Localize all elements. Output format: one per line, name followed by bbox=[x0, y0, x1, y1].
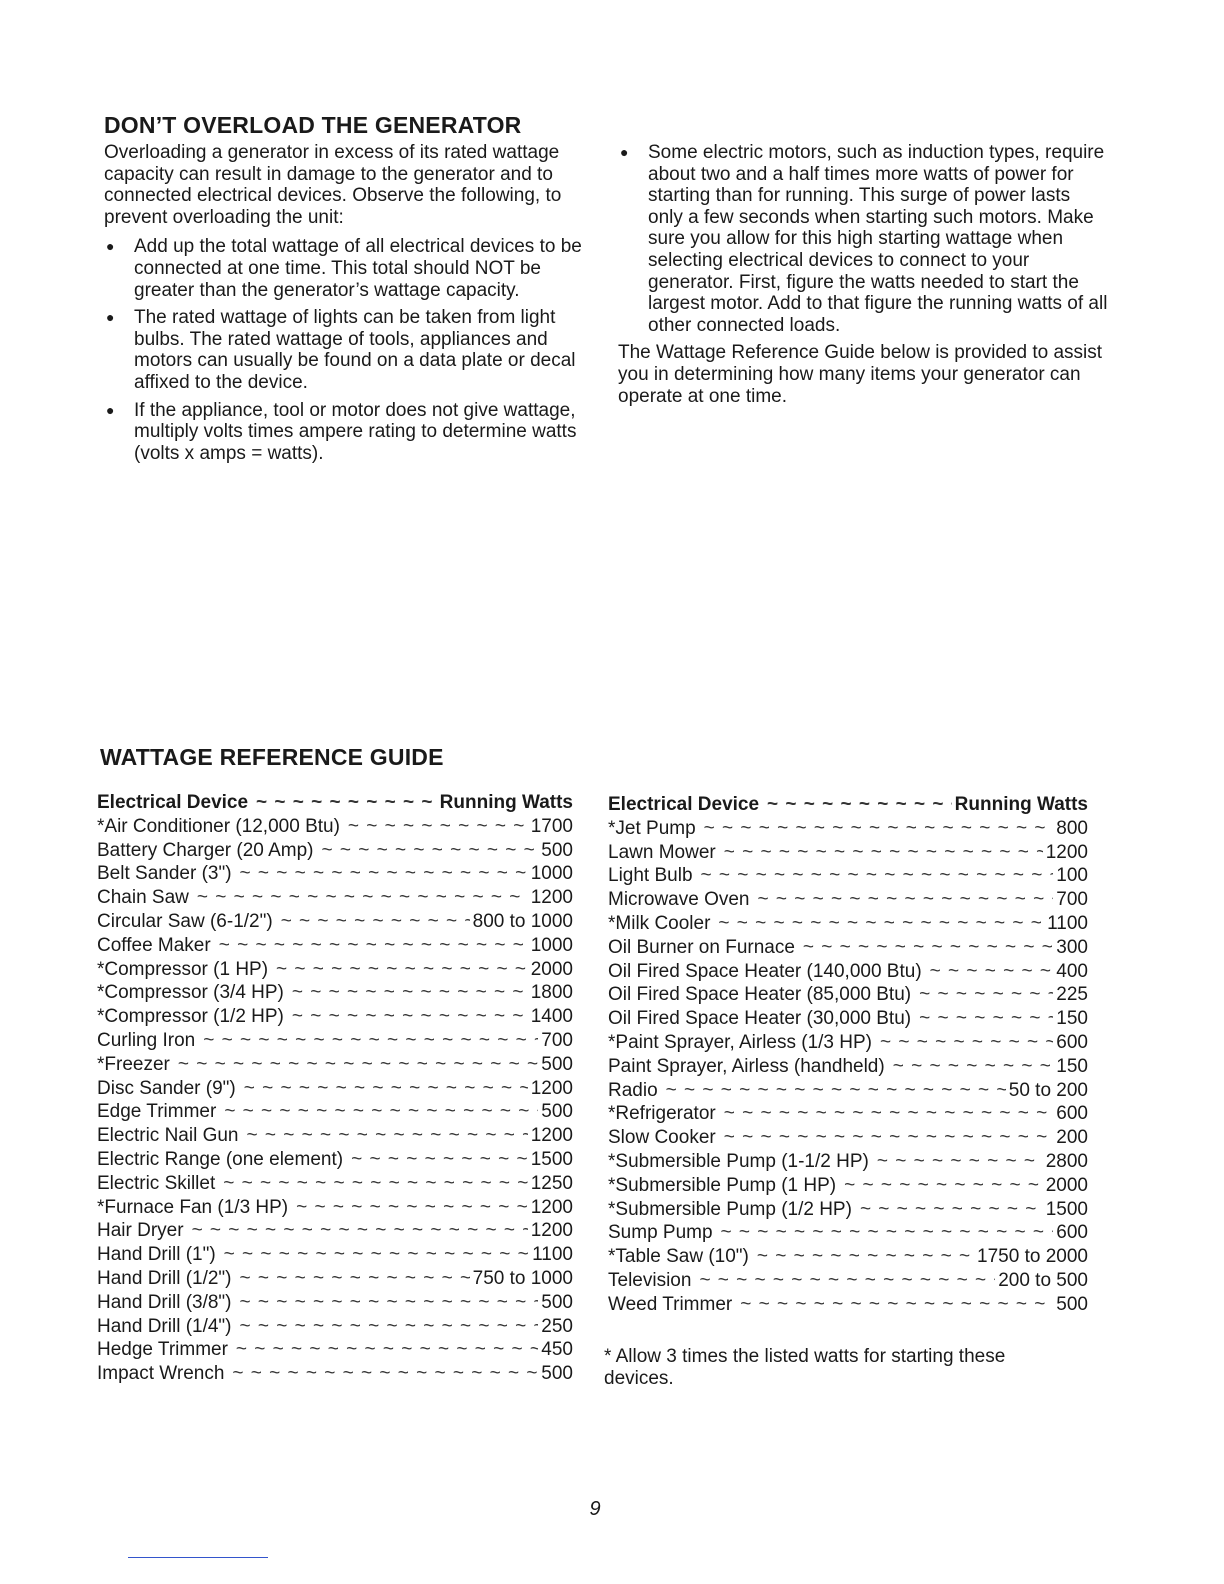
bullet-icon: ● bbox=[106, 238, 115, 255]
leader-dots bbox=[240, 1292, 539, 1314]
overload-heading: DON’T OVERLOAD THE GENERATOR bbox=[104, 112, 522, 138]
header-watts: Running Watts bbox=[954, 794, 1088, 815]
table-row bbox=[608, 1294, 1088, 1318]
running-watts: 600 bbox=[1056, 1031, 1088, 1053]
table-row bbox=[608, 1103, 1088, 1127]
device-name: Lawn Mower bbox=[608, 841, 716, 863]
running-watts: 1200 bbox=[530, 1220, 573, 1242]
header-device: Electrical Device bbox=[608, 794, 760, 815]
device-name: *Paint Sprayer, Airless (1/3 HP) bbox=[608, 1031, 872, 1053]
device-name: Battery Charger (20 Amp) bbox=[97, 839, 314, 861]
leader-dots bbox=[281, 911, 470, 933]
device-name: *Freezer bbox=[97, 1053, 170, 1075]
overload-bullet-list-right bbox=[618, 142, 1108, 336]
running-watts: 200 to 500 bbox=[998, 1269, 1088, 1291]
running-watts: 1700 bbox=[530, 815, 573, 837]
device-name: *Compressor (1 HP) bbox=[97, 958, 269, 980]
leader-dots bbox=[197, 887, 528, 909]
running-watts: 300 bbox=[1056, 936, 1088, 958]
leader-dots bbox=[236, 1339, 538, 1361]
table-row bbox=[97, 1149, 573, 1173]
running-watts: 1200 bbox=[530, 1077, 573, 1099]
table-row bbox=[608, 865, 1088, 889]
leader-dots bbox=[240, 863, 528, 885]
device-name: Oil Fired Space Heater (85,000 Btu) bbox=[608, 984, 912, 1006]
table-row bbox=[97, 911, 573, 935]
leader-dots bbox=[292, 1006, 528, 1028]
page-number: 9 bbox=[589, 1498, 601, 1520]
leader-dots bbox=[699, 1270, 995, 1292]
device-name: Television bbox=[608, 1269, 692, 1291]
device-name: Slow Cooker bbox=[608, 1127, 716, 1149]
table-row bbox=[97, 816, 573, 840]
table-row bbox=[608, 1080, 1088, 1104]
running-watts: 600 bbox=[1056, 1103, 1088, 1125]
device-name: Edge Trimmer bbox=[97, 1101, 217, 1123]
leader-dots bbox=[724, 1103, 1054, 1125]
running-watts: 800 to 1000 bbox=[472, 910, 573, 932]
device-name: Coffee Maker bbox=[97, 934, 211, 956]
table-row bbox=[608, 1222, 1088, 1246]
leader-dots bbox=[704, 818, 1054, 840]
table-row bbox=[97, 1078, 573, 1102]
table-row bbox=[608, 1246, 1088, 1270]
leader-dots bbox=[757, 1246, 974, 1268]
leader-dots bbox=[321, 840, 538, 862]
device-name: *Submersible Pump (1-1/2 HP) bbox=[608, 1150, 869, 1172]
running-watts: 800 bbox=[1056, 817, 1088, 839]
table-row bbox=[97, 1197, 573, 1221]
running-watts: 450 bbox=[541, 1339, 573, 1361]
running-watts: 1500 bbox=[530, 1148, 573, 1170]
device-name: Paint Sprayer, Airless (handheld) bbox=[608, 1055, 885, 1077]
device-name: Hedge Trimmer bbox=[97, 1339, 228, 1361]
table-row bbox=[608, 913, 1088, 937]
table-row bbox=[97, 982, 573, 1006]
running-watts: 1200 bbox=[530, 887, 573, 909]
overload-closing: The Wattage Reference Guide below is provided to assist you in determining how many items your generator can operate at one time. bbox=[618, 342, 1103, 407]
table-row bbox=[608, 937, 1088, 961]
leader-dots bbox=[223, 1173, 527, 1195]
running-watts: 1500 bbox=[1045, 1198, 1088, 1220]
leader-dots bbox=[666, 1080, 1006, 1102]
device-name: Curling Iron bbox=[97, 1029, 196, 1051]
running-watts: 200 bbox=[1056, 1127, 1088, 1149]
leader-dots bbox=[232, 1363, 538, 1385]
leader-dots bbox=[224, 1101, 538, 1123]
table-row bbox=[608, 818, 1088, 842]
running-watts: 150 bbox=[1056, 1008, 1088, 1030]
running-watts: 225 bbox=[1056, 984, 1088, 1006]
device-name: Radio bbox=[608, 1079, 658, 1101]
leader-dots bbox=[930, 961, 1054, 983]
device-name: *Compressor (3/4 HP) bbox=[97, 982, 284, 1004]
overload-bullet: ● The rated wattage of lights can be taken from light bulbs. The rated wattage of tools, appliances and motors can usually be found on a data plate or decal affixed to the device. bbox=[106, 307, 576, 393]
leader-dots bbox=[203, 1030, 538, 1052]
table-row bbox=[608, 889, 1088, 913]
leader-dots bbox=[276, 959, 528, 981]
table-row bbox=[608, 984, 1088, 1008]
starting-watts-footnote: * Allow 3 times the listed watts for starting these devices. bbox=[604, 1346, 1006, 1389]
leader-dots bbox=[919, 1008, 1053, 1030]
header-watts: Running Watts bbox=[439, 792, 573, 813]
device-name: *Furnace Fan (1/3 HP) bbox=[97, 1196, 289, 1218]
device-name: *Refrigerator bbox=[608, 1103, 716, 1125]
device-name: Circular Saw (6-1/2") bbox=[97, 910, 273, 932]
table-row bbox=[97, 863, 573, 887]
leader-dots bbox=[219, 935, 528, 957]
running-watts: 500 bbox=[541, 1053, 573, 1075]
table-row bbox=[608, 1056, 1088, 1080]
device-name: Microwave Oven bbox=[608, 889, 750, 911]
running-watts: 700 bbox=[541, 1029, 573, 1051]
leader-dots bbox=[701, 865, 1054, 887]
device-name: Hair Dryer bbox=[97, 1220, 184, 1242]
overload-bullet-list bbox=[104, 236, 594, 464]
leader-dots bbox=[247, 1125, 528, 1147]
overload-bullet: ● If the appliance, tool or motor does not give wattage, multiply volts times ampere rating to determine watts (volts x amps = watts). bbox=[106, 399, 577, 464]
running-watts: 500 bbox=[541, 1101, 573, 1123]
running-watts: 1400 bbox=[530, 1006, 573, 1028]
device-name: Electric Nail Gun bbox=[97, 1125, 239, 1147]
overload-section-right bbox=[618, 142, 1108, 415]
leader-dots bbox=[767, 794, 952, 816]
running-watts: 500 bbox=[541, 1291, 573, 1313]
table-header bbox=[97, 792, 573, 816]
running-watts: 1200 bbox=[530, 1196, 573, 1218]
leader-dots bbox=[844, 1175, 1043, 1197]
leader-dots bbox=[721, 1222, 1054, 1244]
device-name: Impact Wrench bbox=[97, 1363, 225, 1385]
table-row bbox=[97, 1316, 573, 1340]
running-watts: 1100 bbox=[532, 1244, 573, 1266]
running-watts: 700 bbox=[1056, 889, 1088, 911]
device-name: *Compressor (1/2 HP) bbox=[97, 1006, 284, 1028]
leader-dots bbox=[244, 1078, 528, 1100]
table-row bbox=[608, 1199, 1088, 1223]
device-name: *Milk Cooler bbox=[608, 912, 711, 934]
bullet-icon: ● bbox=[106, 309, 115, 326]
device-name: Oil Fired Space Heater (30,000 Btu) bbox=[608, 1008, 912, 1030]
running-watts: 1200 bbox=[530, 1125, 573, 1147]
running-watts: 500 bbox=[541, 1363, 573, 1385]
device-name: Weed Trimmer bbox=[608, 1293, 733, 1315]
wattage-table-left bbox=[97, 792, 573, 1387]
table-row bbox=[608, 1127, 1088, 1151]
leader-dots bbox=[718, 913, 1044, 935]
table-row bbox=[608, 1175, 1088, 1199]
leader-dots bbox=[192, 1220, 528, 1242]
leader-dots bbox=[758, 889, 1054, 911]
running-watts: 750 to 1000 bbox=[472, 1267, 573, 1289]
device-name: *Submersible Pump (1/2 HP) bbox=[608, 1198, 852, 1220]
scan-edge-line bbox=[128, 1557, 268, 1558]
bullet-icon: ● bbox=[106, 401, 115, 418]
wattage-table-right bbox=[608, 794, 1088, 1318]
device-name: Sump Pump bbox=[608, 1222, 713, 1244]
device-name: Light Bulb bbox=[608, 865, 693, 887]
running-watts: 250 bbox=[541, 1315, 573, 1337]
device-name: *Jet Pump bbox=[608, 817, 696, 839]
leader-dots bbox=[256, 792, 437, 814]
running-watts: 2000 bbox=[530, 958, 573, 980]
guide-heading: WATTAGE REFERENCE GUIDE bbox=[100, 744, 444, 770]
leader-dots bbox=[351, 1149, 528, 1171]
table-row bbox=[97, 935, 573, 959]
table-row bbox=[608, 1032, 1088, 1056]
running-watts: 400 bbox=[1056, 960, 1088, 982]
leader-dots bbox=[348, 816, 528, 838]
device-name: Disc Sander (9") bbox=[97, 1077, 236, 1099]
device-name: Hand Drill (3/8") bbox=[97, 1291, 232, 1313]
table-row bbox=[608, 1151, 1088, 1175]
leader-dots bbox=[724, 842, 1043, 864]
table-row bbox=[608, 1008, 1088, 1032]
table-row bbox=[97, 1220, 573, 1244]
leader-dots bbox=[224, 1244, 529, 1266]
running-watts: 600 bbox=[1056, 1222, 1088, 1244]
overload-section-left bbox=[104, 112, 594, 470]
device-name: *Table Saw (10") bbox=[608, 1246, 749, 1268]
leader-dots bbox=[240, 1316, 539, 1338]
device-name: *Submersible Pump (1 HP) bbox=[608, 1174, 837, 1196]
running-watts: 1250 bbox=[530, 1172, 573, 1194]
running-watts: 2800 bbox=[1045, 1150, 1088, 1172]
table-row bbox=[97, 1101, 573, 1125]
table-header bbox=[608, 794, 1088, 818]
running-watts: 1000 bbox=[530, 863, 573, 885]
running-watts: 1000 bbox=[530, 934, 573, 956]
device-name: Electric Skillet bbox=[97, 1172, 216, 1194]
running-watts: 500 bbox=[1056, 1293, 1088, 1315]
leader-dots bbox=[877, 1151, 1043, 1173]
device-name: Hand Drill (1") bbox=[97, 1244, 216, 1266]
table-row bbox=[97, 1125, 573, 1149]
table-row bbox=[97, 840, 573, 864]
table-row bbox=[97, 1173, 573, 1197]
table-row bbox=[97, 1339, 573, 1363]
leader-dots bbox=[178, 1054, 538, 1076]
running-watts: 50 to 200 bbox=[1008, 1079, 1088, 1101]
device-name: Electric Range (one element) bbox=[97, 1148, 344, 1170]
table-row bbox=[97, 1268, 573, 1292]
leader-dots bbox=[240, 1268, 470, 1290]
leader-dots bbox=[803, 937, 1053, 959]
table-row bbox=[608, 1270, 1088, 1294]
running-watts: 1100 bbox=[1047, 912, 1088, 934]
running-watts: 150 bbox=[1056, 1055, 1088, 1077]
overload-bullet: ● Add up the total wattage of all electrical devices to be connected at one time. This total should NOT be greater than the generator’s wattage capacity. bbox=[106, 236, 582, 301]
running-watts: 500 bbox=[541, 839, 573, 861]
leader-dots bbox=[292, 982, 528, 1004]
table-row bbox=[97, 887, 573, 911]
device-name: Oil Burner on Furnace bbox=[608, 936, 795, 958]
table-row bbox=[97, 1030, 573, 1054]
device-name: Chain Saw bbox=[97, 887, 189, 909]
leader-dots bbox=[296, 1197, 528, 1219]
leader-dots bbox=[724, 1127, 1054, 1149]
running-watts: 100 bbox=[1056, 865, 1088, 887]
overload-bullet: ● Some electric motors, such as induction types, require about two and a half times more watts of power for starting than for running. This surge of power lasts only a few seconds when starting such motors. Make sure you allow for this high starting wattage when selecting electrical devices to connect to your generator. First, figure the watts needed to start the largest motor. Add to that figure the running watts of all other connected loads. bbox=[620, 142, 1108, 336]
device-name: Oil Fired Space Heater (140,000 Btu) bbox=[608, 960, 922, 982]
table-row bbox=[97, 1292, 573, 1316]
table-row bbox=[608, 842, 1088, 866]
running-watts: 1750 to 2000 bbox=[977, 1246, 1088, 1268]
header-device: Electrical Device bbox=[97, 792, 249, 813]
leader-dots bbox=[919, 984, 1053, 1006]
leader-dots bbox=[880, 1032, 1053, 1054]
table-row bbox=[97, 1363, 573, 1387]
table-row bbox=[97, 1006, 573, 1030]
table-row bbox=[97, 959, 573, 983]
leader-dots bbox=[893, 1056, 1054, 1078]
running-watts: 2000 bbox=[1045, 1174, 1088, 1196]
overload-intro: Overloading a generator in excess of its rated wattage capacity can result in damage to the generator and to connected electrical devices. Observe the following, to prevent overloading the unit: bbox=[104, 142, 562, 228]
device-name: *Air Conditioner (12,000 Btu) bbox=[97, 815, 340, 837]
table-row bbox=[608, 961, 1088, 985]
device-name: Hand Drill (1/4") bbox=[97, 1315, 232, 1337]
table-row bbox=[97, 1054, 573, 1078]
bullet-icon: ● bbox=[620, 144, 629, 160]
leader-dots bbox=[740, 1294, 1053, 1316]
leader-dots bbox=[860, 1199, 1043, 1221]
running-watts: 1200 bbox=[1045, 841, 1088, 863]
table-row bbox=[97, 1244, 573, 1268]
device-name: Belt Sander (3") bbox=[97, 863, 232, 885]
running-watts: 1800 bbox=[530, 982, 573, 1004]
device-name: Hand Drill (1/2") bbox=[97, 1267, 232, 1289]
